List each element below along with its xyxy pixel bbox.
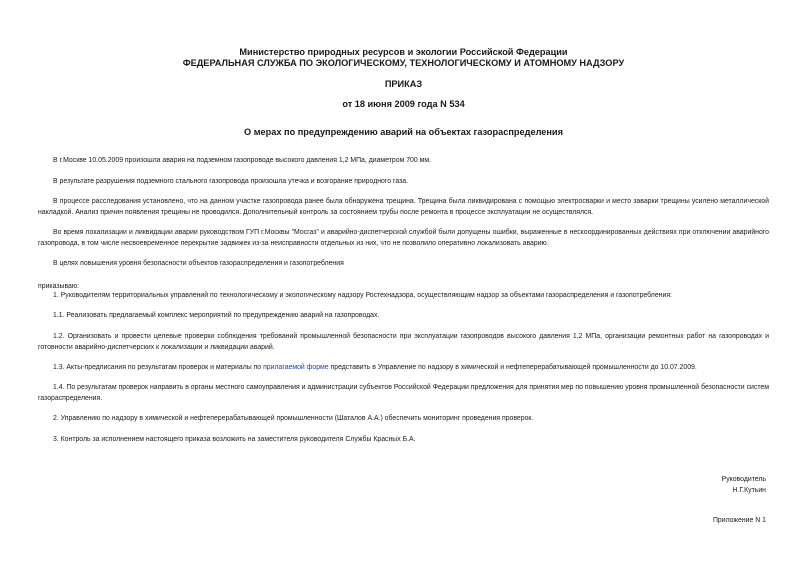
paragraph-accident: В г.Москве 10.05.2009 произошла авария на подземном газопроводе высокого давления 1,2 МПа, диаметром 700 мм. bbox=[53, 157, 432, 164]
paragraph-consequence: В результате разрушения подземного стального газопровода произошла утечка и возгорание природного газа. bbox=[53, 178, 408, 185]
appendix-label: Приложение N 1 bbox=[712, 517, 766, 524]
ministry-name: Министерство природных ресурсов и экологии Российской Федерации bbox=[239, 47, 568, 57]
document-date: от 18 июня 2009 года N 534 bbox=[342, 99, 465, 109]
order-item-2: 2. Управлению по надзору в химической и нефтеперерабатывающей промышленности (Шаталов А.А.) обеспечить мониторинг проведения проверок. bbox=[53, 415, 534, 422]
order-item-1-4: 1.4. По результатам проверок направить в органы местного самоуправления и администрации субъектов Российской Федерации предложения для принятия мер по повышению уровня промышленной безопасности систем газораспределения. bbox=[38, 384, 769, 402]
document-title: О мерах по предупреждению аварий на объектах газораспределения bbox=[244, 127, 563, 137]
signature-position: Руководитель bbox=[721, 476, 766, 483]
order-item-1-3 bbox=[38, 363, 769, 374]
attached-form-link[interactable]: прилагаемой форме bbox=[263, 364, 329, 371]
order-item-1: 1. Руководителям территориальных управлений по технологическому и экологическому надзору Ростехнадзора, осуществляющим надзор за объектами газораспределения и газопотребления: bbox=[53, 292, 672, 299]
document-type: ПРИКАЗ bbox=[384, 79, 423, 89]
order-item-3: 3. Контроль за исполнением настоящего приказа возложить на заместителя руководителя Службы Красных Б.А. bbox=[53, 436, 416, 443]
service-name: ФЕДЕРАЛЬНАЯ СЛУЖБА ПО ЭКОЛОГИЧЕСКОМУ, ТЕХНОЛОГИЧЕСКОМУ И АТОМНОМУ НАДЗОРУ bbox=[182, 58, 625, 68]
order-word: приказываю: bbox=[38, 283, 79, 290]
paragraph-investigation: В процессе расследования установлено, что на данном участке газопровода ранее была обнаружена трещина. Трещина была ликвидирована с помощью электросварки и место заварки трещины усилено металлической накладкой. Анализ причин появления трещины не проводился. Дополнительный контроль за состоянием трубы после ремонта в процессе эксплуатации не осуществлялся. bbox=[38, 198, 769, 216]
order-item-1-2: 1.2. Организовать и провести целевые проверки соблюдения требований промышленной безопасности при эксплуатации газопроводов высокого давления 1,2 МПа, организации ремонтных работ на газопроводах и готовности аварийно-диспетчерских к локализации и ликвидации аварий. bbox=[38, 333, 769, 351]
order-item-1-3-text-start: 1.3. Акты-предписания по результатам проверок и материалы по bbox=[53, 364, 264, 371]
signature-name: Н.Г.Кутьин bbox=[732, 487, 766, 494]
paragraph-purpose: В целях повышения уровня безопасности объектов газораспределения и газопотребления bbox=[53, 260, 344, 267]
order-item-1-3-text-end: представить в Управление по надзору в химической и нефтеперерабатывающей промышленности до 10.07.2009. bbox=[328, 364, 697, 371]
paragraph-localization: Во время локализации и ликвидации аварии руководством ГУП г.Москвы "Мосгаз" и аварийно-диспетчерской службой были допущены ошибки, выраженные в нескоординированных действиях при отключении аварийного газопровода, в том числе несвоевременное перекрытие задвижек из-за неисправности отдельных из них, что не позволило оперативно локализовать аварию. bbox=[38, 229, 769, 247]
order-item-1-1: 1.1. Реализовать предлагаемый комплекс мероприятий по предупреждению аварий на газопроводах. bbox=[53, 312, 380, 319]
